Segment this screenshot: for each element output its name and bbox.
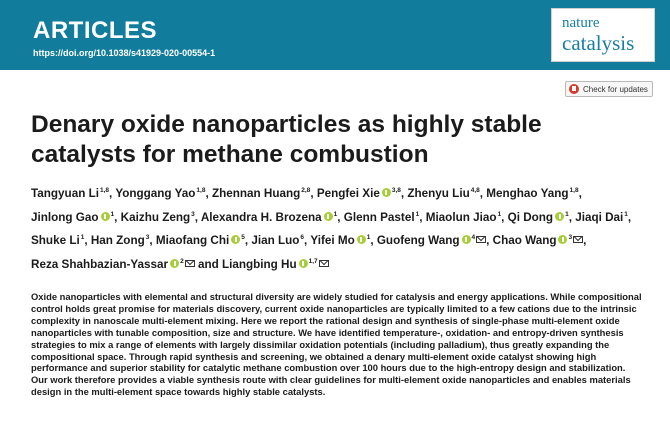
- author-affiliation: 3: [145, 234, 150, 241]
- author-name-text: Pengfei Xie: [316, 187, 380, 200]
- author-name[interactable]: [121, 211, 195, 224]
- author-affiliation: 1,8: [99, 187, 110, 194]
- author-name-text: Jinlong Gao: [31, 210, 99, 224]
- author-name-text: Zhennan Huang: [211, 187, 301, 200]
- author-affiliation: 3: [191, 210, 195, 218]
- journal-logo-line2: catalysis: [562, 31, 635, 55]
- author-name-text: Menghao Yang: [486, 187, 569, 200]
- author-name[interactable]: [31, 258, 195, 271]
- author-name-text: Miaolun Jiao: [425, 210, 497, 224]
- author-name-text: Chao Wang: [492, 234, 557, 247]
- author-affiliation: 3,8: [391, 187, 401, 194]
- email-icon[interactable]: [573, 236, 583, 243]
- orcid-icon[interactable]: [555, 212, 564, 221]
- author-affiliation: 1,8: [569, 187, 579, 194]
- orcid-icon[interactable]: [324, 212, 333, 221]
- author-affiliation: 2,8: [301, 187, 311, 194]
- orcid-icon[interactable]: [231, 235, 240, 244]
- author-affiliation: 1: [366, 234, 371, 241]
- orcid-icon[interactable]: [357, 235, 366, 244]
- author-affiliation: 4: [471, 234, 476, 241]
- author-affiliation: 1,7: [308, 257, 318, 265]
- author-name[interactable]: [31, 234, 84, 247]
- check-for-updates-button[interactable]: [565, 81, 653, 97]
- check-updates-icon: [569, 84, 579, 94]
- author-name-text: Jian Luo: [251, 234, 300, 247]
- author-affiliation: 3: [568, 234, 573, 241]
- orcid-icon[interactable]: [170, 259, 179, 268]
- author-name[interactable]: [115, 187, 205, 200]
- author-name-text: Alexandra H. Brozena: [200, 210, 322, 224]
- author-name-text: Kaizhu Zeng: [120, 210, 191, 224]
- author-name-text: Guofeng Wang: [376, 234, 460, 247]
- author-list-conjunction: and: [197, 257, 219, 271]
- author-affiliation: 4,8: [470, 187, 480, 194]
- section-label: ARTICLES: [33, 17, 157, 44]
- author-name-text: Han Zong: [90, 234, 145, 247]
- author-affiliation: 2: [180, 257, 184, 265]
- author-name[interactable]: [344, 211, 419, 224]
- doi-link[interactable]: https://doi.org/10.1038/s41929-020-00554-1: [33, 48, 216, 58]
- author-name-text: Liangbing Hu: [221, 257, 297, 271]
- author-name[interactable]: [426, 211, 501, 224]
- author-name-text: Jiaqi Dai: [575, 210, 624, 224]
- author-name-text: Shuke Li: [31, 234, 80, 247]
- journal-logo[interactable]: [551, 8, 655, 62]
- author-name[interactable]: [377, 234, 486, 247]
- author-affiliation: 1: [624, 210, 628, 218]
- author-name[interactable]: [486, 187, 578, 200]
- abstract: Oxide nanoparticles with elemental and structural diversity are widely studied for catalysis and energy applications. While compositional control holds great promise for materials discovery, current oxide nanoparticles are typically limited to a few cations due to the intrinsic complexity in nanoscale multi-element mixing. Here we report the rational design and synthesis of single-phase multi-element oxide nanoparticles with tunable composition, size and structure. We have identified temperature-, oxidation- and entropy-driven synthesis strategies to mix a range of elements with largely dissimilar oxidation potentials (including palladium), thus greatly expanding the compositional space. Through rapid synthesis and screening, we obtained a denary multi-element oxide catalyst showing high performance and superior stability for catalytic methane combustion over 100 hours due to the high-entropy design and stabilization. Our work therefore provides a viable synthesis route with clear guidelines for multi-element oxide nanoparticles and enables materials design in the multi-element space towards highly stable catalysts.: [31, 291, 642, 398]
- journal-logo-line1: nature: [562, 15, 600, 31]
- author-name[interactable]: [31, 211, 114, 224]
- author-affiliation: 1: [333, 210, 338, 218]
- author-name[interactable]: [317, 187, 401, 200]
- author-name-text: Tangyuan Li: [31, 187, 99, 200]
- email-icon[interactable]: [476, 236, 486, 243]
- author-affiliation: 1: [110, 210, 115, 218]
- author-name[interactable]: [91, 234, 150, 247]
- orcid-icon[interactable]: [558, 235, 567, 244]
- orcid-icon[interactable]: [101, 212, 110, 221]
- author-name[interactable]: [493, 234, 583, 247]
- email-icon[interactable]: [319, 260, 329, 267]
- author-name-text: Reza Shahbazian-Yassar: [31, 257, 169, 271]
- author-affiliation: 1: [415, 210, 420, 218]
- orcid-icon[interactable]: [382, 188, 391, 197]
- author-name-text: Yifei Mo: [310, 234, 355, 247]
- author-affiliation: 1: [565, 210, 569, 218]
- author-affiliation: 1: [80, 234, 85, 241]
- author-name[interactable]: [251, 234, 304, 247]
- author-name[interactable]: [508, 211, 569, 224]
- email-icon[interactable]: [185, 260, 195, 267]
- author-name-text: Miaofang Chi: [155, 234, 230, 247]
- author-name-text: Qi Dong: [507, 210, 554, 224]
- author-list: Tangyuan Li$^{1,8}$, Yonggang Yao$^{1,8}$, Zhennan Huang$^{2,8}$, Pengfei Xie $^{3,8}$, Zhenyu Liu$^{4,8}$, Menghao Yang$^{1,8}$, Jinlong Gao $^1$, Kaizhu Zeng$^3$, Alexandra H. Brozena $^1$, Glenn Pastel$^1$, Miaolun Jiao$^1$, Qi Dong $^1$, Jiaqi Dai$^1$, Shuke Li$^1$, Han Zong$^3$, Miaofang Chi $^5$, Jian Luo$^6$, Yifei Mo $^1$, Guofeng Wang $^4$ , Chao Wang $^3$ , Reza Shahbazian-Yassar $^2$ and Liangbing Hu $^{1,7}$: [31, 187, 632, 271]
- author-name[interactable]: [31, 187, 109, 200]
- author-affiliation: 1: [497, 210, 502, 218]
- author-name-text: Glenn Pastel: [343, 210, 415, 224]
- author-name[interactable]: [310, 234, 370, 247]
- author-name[interactable]: [575, 211, 628, 224]
- author-name-text: Yonggang Yao: [115, 187, 196, 200]
- author-name[interactable]: [212, 187, 310, 200]
- author-name-text: Zhenyu Liu: [407, 187, 470, 200]
- journal-header-bar: [0, 0, 670, 70]
- author-name[interactable]: [201, 211, 337, 224]
- orcid-icon[interactable]: [299, 259, 308, 268]
- author-affiliation: 5: [241, 234, 245, 241]
- author-affiliation: 1,8: [196, 187, 206, 194]
- author-affiliation: 6: [300, 234, 305, 241]
- check-updates-label: Check for updates: [583, 84, 648, 94]
- orcid-icon[interactable]: [462, 235, 471, 244]
- author-name[interactable]: [407, 187, 479, 200]
- author-name[interactable]: [222, 258, 329, 271]
- paper-title: Denary oxide nanoparticles as highly stable catalysts for methane combustion: [31, 111, 542, 168]
- author-name[interactable]: [156, 234, 245, 247]
